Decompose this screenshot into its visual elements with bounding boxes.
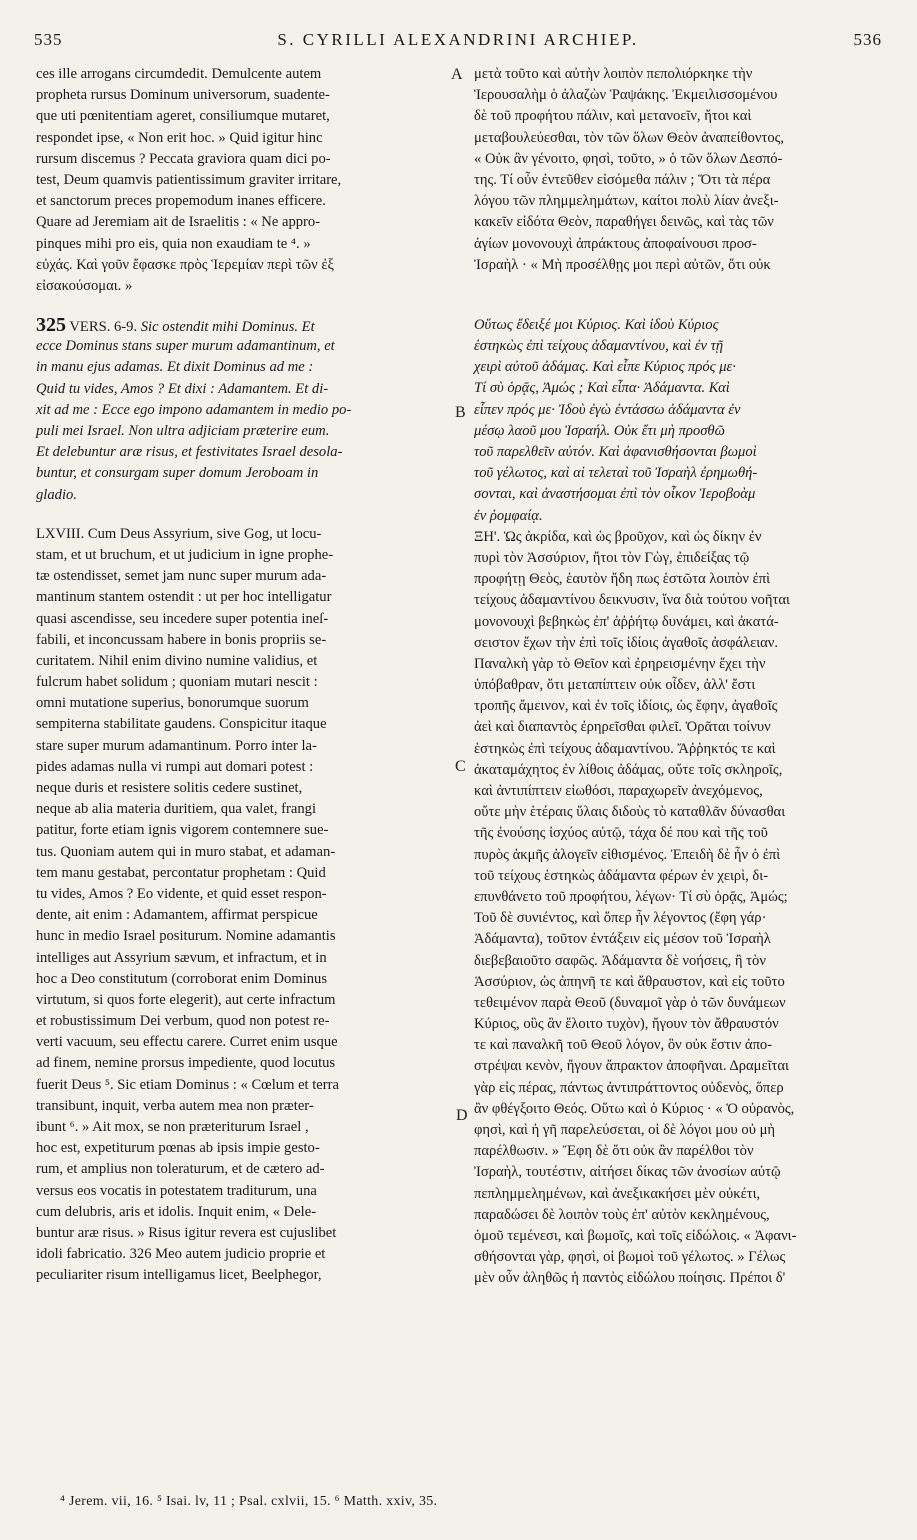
verse-text-line: Οὕτως ἔδειξέ μοι Κύριος. Καὶ ἰδοὺ Κύριος: [474, 316, 719, 333]
latin-paragraph-1: [36, 64, 446, 297]
page-header: [34, 30, 882, 56]
text-line: intelliges aut Assyrium sævum, et infractum, et in: [36, 949, 327, 966]
text-line: λόγου τῶν πλημμελημάτων, καίτοι πολὺ λίαν ἀνεξι-: [474, 193, 779, 210]
verse-text-line: εἶπεν πρός με· Ἰδοὺ ἐγὼ ἐντάσσω ἀδάμαντα ἐν: [474, 401, 741, 418]
text-line: δὲ τοῦ προφήτου πάλιν, καὶ μετανοεῖν, ἤτοι καὶ: [474, 108, 752, 125]
text-line: γὰρ εἰς πέρας, πάντως ἀντιπράττοντος οὐδενὸς, ὅπερ: [474, 1079, 784, 1096]
text-line: quasi ascendisse, seu incedere super potentia ineſ-: [36, 610, 329, 627]
text-line: πεπλημμελημένων, καὶ ἀνεξικακήσει μὲν οὐκέτι,: [474, 1185, 761, 1202]
text-line: ces ille arrogans circumdedit. Demulcente autem: [36, 66, 322, 82]
text-line: ἀεὶ καὶ διαπαντὸς ἐρηρεῖσθαι φιλεῖ. Ὁρᾶται τοίνυν: [474, 719, 771, 736]
margin-marker-a: A: [451, 66, 463, 83]
text-line: ὁμοῦ τεμένεσι, καὶ βωμοῖς, καὶ τοῖς εἰδώλοις. « Ἀφανι-: [474, 1227, 797, 1244]
text-line: τροπῆς ἄμεινον, καὶ ἐν τοῖς ἰδίοις, ὡς ἔφην, ἀγαθοῖς: [474, 698, 778, 715]
text-line: neque ab alia materia duritiem, qua valet, frangi: [36, 801, 316, 818]
text-line: ἀκαταμάχητος ἐν λίθοις ἀδάμας, οὔτε τοῖς σκληροῖς,: [474, 761, 783, 778]
verse-text-line: Quid tu vides, Amos ? Et dixi : Adamantem. Et di-: [36, 380, 329, 397]
verse-text-line: Et delebuntur aræ risus, et festivitates Israel desola-: [36, 444, 343, 461]
text-line: mantinum stantem ostendit : ut per hoc intelligatur: [36, 589, 332, 606]
text-line: της. Τί οὖν ἐντεῦθεν εἰσόμεθα πάλιν ; Ὅτι τὰ πέρα: [474, 171, 771, 188]
text-line: στρέψαι κενὸν, ἤγουν ἄπρακτον ἀποφῆναι. Δραμεῖται: [474, 1058, 789, 1075]
text-line: πυρὶ τὸν Ἀσσύριον, ἤτοι τὸν Γὼγ, ἐπιδείξας τῷ: [474, 549, 750, 566]
latin-column: [36, 64, 446, 1287]
text-line: fabili, et inconcussam habere in bonis propriis se-: [36, 631, 327, 648]
text-line: ὑπόβαθραν, ὅτι μεταπίπτειν οὐκ οἶδεν, ἀλλ' ἔστι: [474, 677, 756, 694]
greek-paragraph-1: [474, 64, 884, 276]
page-number-left: 535: [34, 30, 63, 49]
text-line: τεθειμένον παρὰ Θεοῦ (δυναμοῖ γὰρ ὁ τῶν δυνάμεων: [474, 994, 786, 1011]
text-line: que uti pœnitentiam ageret, consiliumque mutaret,: [36, 108, 330, 125]
text-line: omni mutatione superius, bonorumque suorum: [36, 695, 309, 712]
text-line: μὲν οὖν ἀληθῶς ἡ παντὸς εἰδώλου ποίησις. Πρέποι δ': [474, 1270, 786, 1287]
text-line: rum, et amplius non toleraturum, et de cætero ad-: [36, 1161, 325, 1178]
text-line: εὐχάς. Καὶ γοῦν ἔφασκε πρὸς Ἱερεμίαν περὶ τῶν ἐξ: [36, 256, 334, 273]
latin-verse-block: [36, 315, 446, 506]
text-line: τε καὶ παναλκῆ τοῦ Θεοῦ λόγον, ὃν οὐκ ἔστιν ἀπο-: [474, 1037, 773, 1054]
verse-text-line: τοῦ γέλωτος, καὶ αἱ τελεταὶ τοῦ Ἰσραὴλ ἐρημωθή-: [474, 465, 758, 482]
text-line: επυνθάνετο τοῦ προφήτου, λέγων· Τί σὺ ὁρᾷς, Ἀμώς;: [474, 888, 788, 905]
text-line: μεταβουλεύεσθαι, τὸν τῶν ὅλων Θεὸν ἀναπείθοντος,: [474, 129, 785, 146]
text-line: et sanctorum preces propemodum inanes efficere.: [36, 193, 326, 210]
text-line: tu vides, Amos ? Eo vidente, et quid esset respon-: [36, 885, 327, 902]
verse-text-line: ecce Dominus stans super murum adamantinum, et: [36, 338, 335, 355]
text-line: Παναλκὴ γὰρ τὸ Θεῖον καὶ ἐρηρεισμένην ἔχει τὴν: [474, 655, 766, 672]
text-line: ἂν φθέγξοιτο Θεός. Οὕτω καὶ ὁ Κύριος · « Ὁ οὐρανὸς,: [474, 1100, 795, 1117]
text-line: hunc in medio Israel positurum. Nomine adamantis: [36, 928, 336, 945]
text-line: εἰσακούσομαι. »: [36, 277, 133, 294]
text-line: dente, ait enim : Adamantem, affirmat perspicue: [36, 907, 318, 924]
text-line: pides adamas nulla vi rumpi aut domari potest :: [36, 758, 314, 775]
text-line: « Οὐκ ἂν γένοιτο, φησὶ, τοῦτο, » ὁ τῶν ὅλων Δεσπό-: [474, 150, 783, 167]
text-line: peculiariter risum intelligamus licet, Beelphegor,: [36, 1267, 322, 1284]
text-line: σθήσονται γὰρ, φησὶ, οἱ βωμοὶ τοῦ γέλωτος. » Γέλως: [474, 1249, 786, 1266]
verse-text-line: τοῦ παρελθεῖν αὐτόν. Καὶ ἀφανισθήσονται βωμοὶ: [474, 444, 757, 460]
text-line: fulcrum habet solidum ; quoniam mutari nescit :: [36, 674, 318, 691]
text-line: respondet ipse, « Non erit hoc. » Quid igitur hinc: [36, 129, 323, 146]
text-line: διεβεβαιοῦτο σαφῶς. Ἀδάμαντα δὲ νοήσεις, ἢ τὸν: [474, 952, 766, 969]
text-line: Ἱερουσαλὴμ ὁ ἀλαζὼν Ῥαψάκης. Ἐκμειλισσομένου: [474, 87, 778, 104]
text-line: tus. Quoniam autem qui in muro stabat, et adaman-: [36, 843, 336, 860]
text-line: rursum discemus ? Peccata graviora quam dici po-: [36, 150, 331, 167]
running-title: S. CYRILLI ALEXANDRINI ARCHIEP.: [277, 30, 639, 49]
footnotes: ⁴ Jerem. vii, 16. ⁵ Isai. lv, 11 ; Psal. cxlvii, 15. ⁶ Matth. xxiv, 35.: [60, 1494, 438, 1509]
text-line: φησὶ, καὶ ἡ γῆ παρελεύσεται, οἱ δὲ λόγοι μου οὐ μὴ: [474, 1122, 776, 1138]
verse-text-line: in manu ejus adamas. Et dixit Dominus ad me :: [36, 359, 314, 376]
latin-paragraph-2: [36, 524, 446, 1287]
margin-marker-d: D: [456, 1107, 468, 1124]
greek-paragraph-2: [474, 527, 884, 1290]
verse-text-line: Sic ostendit mihi Dominus. Et: [140, 319, 315, 336]
text-line: neque duris et resistere solitis cedere sustinet,: [36, 780, 303, 796]
verse-ref: VERS. 6-9.: [69, 319, 138, 336]
text-line: Ἀδάμαντα), τοῦτον ἐντάξειν εἰς μέσον τοῦ Ἰσραὴλ: [474, 931, 771, 948]
text-line: καὶ ἀντιπίπτειν εἰωθόσι, παραχωρεῖν ἀνεχόμενος,: [474, 783, 763, 799]
text-line: μετὰ τοῦτο καὶ αὐτὴν λοιπὸν πεπολιόρκηκε τὴν: [474, 66, 753, 82]
verse-text-line: σονται, καὶ ἀναστήσομαι ἐπὶ τὸν οἶκον Ἱεροβοὰμ: [474, 486, 756, 503]
text-line: πυρὸς ἀκμῆς ἀλογεῖν εἰθισμένος. Ἐπειδὴ δὲ ἦν ὁ ἐπὶ: [474, 846, 781, 863]
text-line: versus eos vocatis in potestatem traditurum, una: [36, 1182, 317, 1199]
text-line: Ἰσραὴλ · « Μὴ προσέλθῃς μοι περὶ αὐτῶν, ὅτι οὐκ: [474, 256, 771, 273]
text-line: tæ ostendisset, semet jam nunc super murum ada-: [36, 568, 327, 585]
text-line: παραδώσει δὲ λοιπὸν τοὺς ἐπ' αὐτὸν κεκλημένους,: [474, 1206, 770, 1223]
text-line: patitur, forte etiam ignis vigorem contemnere sue-: [36, 822, 329, 839]
text-line: curitatem. Nihil enim divino numine validius, et: [36, 652, 318, 669]
text-line: virtutum, si quos forte elegerit), aut certe infractum: [36, 991, 336, 1008]
text-line: προφήτῃ Θεὸς, ἑαυτὸν ἤδη πως ἑστῶτα λοιπὸν ἐπὶ: [474, 571, 771, 588]
text-line: et robustissimum Dei verbum, quod non potest re-: [36, 1013, 330, 1030]
verse-text-line: puli mei Israel. Non ultra adjiciam præterire eum.: [36, 423, 330, 439]
margin-marker-c: C: [455, 758, 466, 775]
text-line: μονονουχὶ βεβηκὼς ἐπ' ἀῤῥήτῳ δυνάμει, καὶ ἀκατά-: [474, 613, 779, 630]
text-line: ἁγίων μονονουχὶ ἀπράκτους ἀποφαίνουσι προσ-: [474, 235, 757, 252]
verse-text-line: buntur, et consurgam super domum Jeroboam in: [36, 465, 319, 482]
text-line: hoc a Deo constitutum (corroborat enim Dominus: [36, 970, 327, 987]
text-line: τείχους ἀδαμαντίνου δεικνυσιν, ἵνα διὰ τούτου νοῆται: [474, 592, 790, 609]
text-line: ad finem, nemine prorsus impediente, quod locutus: [36, 1055, 336, 1072]
text-line: pinques mihi pro eis, quia non exaudiam te ⁴. »: [36, 235, 311, 252]
verse-text-line: χειρὶ αὐτοῦ ἀδάμας. Καὶ εἶπε Κύριος πρός με·: [474, 359, 736, 376]
section-number: LXVIII.: [36, 525, 85, 542]
text-line: test, Deum quamvis patientissimum graviter irritare,: [36, 171, 342, 188]
page-number-right: 536: [853, 30, 882, 49]
text-line: transibunt, inquit, verba autem mea non præter-: [36, 1097, 314, 1114]
verse-text-line: ἑστηκὼς ἐπὶ τείχους ἀδαμαντίνου, καὶ ἐν τῇ: [474, 338, 724, 355]
text-line: κακεῖν εἰδότα Θεὸν, παραθήγει δεινῶς, καὶ τὰς τῶν: [474, 214, 774, 231]
text-line: fuerit Deus ⁵. Sic etiam Dominus : « Cœlum et terra: [36, 1076, 339, 1093]
text-line: stam, et ut bruchum, et ut judicium in igne prophe-: [36, 546, 334, 563]
text-line: Quare ad Jeremiam ait de Israelitis : « Ne appro-: [36, 214, 321, 231]
text-line: Cum Deus Assyrium, sive Gog, ut locu-: [87, 525, 322, 542]
text-line: idoli fabricatio. 326 Meo autem judicio proprie et: [36, 1246, 326, 1263]
verse-text-line: Τί σὺ ὁρᾷς, Ἀμώς ; Καὶ εἶπα· Ἀδάμαντα. Καὶ: [474, 380, 730, 397]
greek-column: [474, 64, 884, 1290]
text-line: Ὡς ἀκρίδα, καὶ ὡς βροῦχον, καὶ ὡς δίκην ἐν: [503, 528, 762, 545]
section-number: ΞΗ'.: [474, 528, 501, 545]
verse-text-line: μέσῳ λαοῦ μου Ἰσραήλ. Οὐκ ἔτι μὴ προσθῶ: [474, 422, 725, 439]
margin-marker-b: B: [455, 404, 466, 421]
text-line: Κύριος, οὓς ἂν ἕλοιτο τυχὸν), ἤγουν τὸν ἄθραυστόν: [474, 1016, 779, 1033]
text-line: τοῦ τείχους ἑστηκὼς ἀδάμαντα φέρων ἐν χειρὶ, δι-: [474, 867, 769, 884]
text-line: σειστον ἔχων τὴν ἐπὶ τοῖς ἰδίοις ἀγαθοῖς ἀσφάλειαν.: [474, 634, 779, 651]
text-line: Ἀσσύριον, ὡς ἀπηνῆ τε καὶ ἄθραυστον, καὶ εἰς τοῦτο: [474, 973, 785, 990]
greek-verse-block: [474, 315, 884, 527]
verse-number: 325: [36, 314, 66, 337]
verse-text-line: xit ad me : Ecce ego impono adamantem in medio po-: [36, 401, 352, 418]
text-line: ἑστηκὼς ἐπὶ τείχους ἀδαμαντίνου. Ἄῤῥηκτός τε καὶ: [474, 740, 776, 757]
verse-text-line: ἐν ῥομφαίᾳ.: [474, 507, 543, 524]
text-line: ibunt ⁶. » Ait mox, se non præteriturum Israel ,: [36, 1119, 309, 1135]
text-line: hoc est, expetiturum pœnas ab ipsis impie gesto-: [36, 1140, 320, 1157]
text-line: verti vacuum, seu effectu carere. Curret enim usque: [36, 1034, 338, 1051]
text-line: οὔτε μὴν ἑτέραις ὕλαις διδοὺς τὸ καταθλᾶν δύνασθαι: [474, 804, 786, 821]
text-line: sempiterna stabilitate gaudens. Conspicitur itaque: [36, 716, 327, 733]
text-line: cum delubris, aris et idolis. Inquit enim, « Dele-: [36, 1203, 317, 1220]
text-line: propheta rursus Dominum universorum, suadente-: [36, 87, 330, 104]
text-line: stare super murum adamantinum. Porro inter la-: [36, 737, 317, 754]
verse-text-line: gladio.: [36, 486, 77, 503]
text-line: Ἰσραὴλ, τουτέστιν, αἰτήσει δίκας τῶν ἀνοσίων αὐτῷ: [474, 1164, 781, 1181]
text-line: buntur aræ risus. » Risus igitur revera est cujuslibet: [36, 1224, 337, 1241]
text-line: Τοῦ δὲ συνιέντος, καὶ ὅπερ ἦν λέγοντος (ἔφη γάρ·: [474, 910, 767, 927]
text-line: παρέλθωσιν. » Ἔφη δὲ ὅτι οὐκ ἂν παρέλθοι τὸν: [474, 1143, 754, 1160]
text-line: τῆς ἐνούσης ἰσχύος αὐτῷ, τάχα δέ που καὶ τῆς τοῦ: [474, 825, 768, 842]
text-line: tem manu gestabat, percontatur prophetam : Quid: [36, 864, 326, 881]
